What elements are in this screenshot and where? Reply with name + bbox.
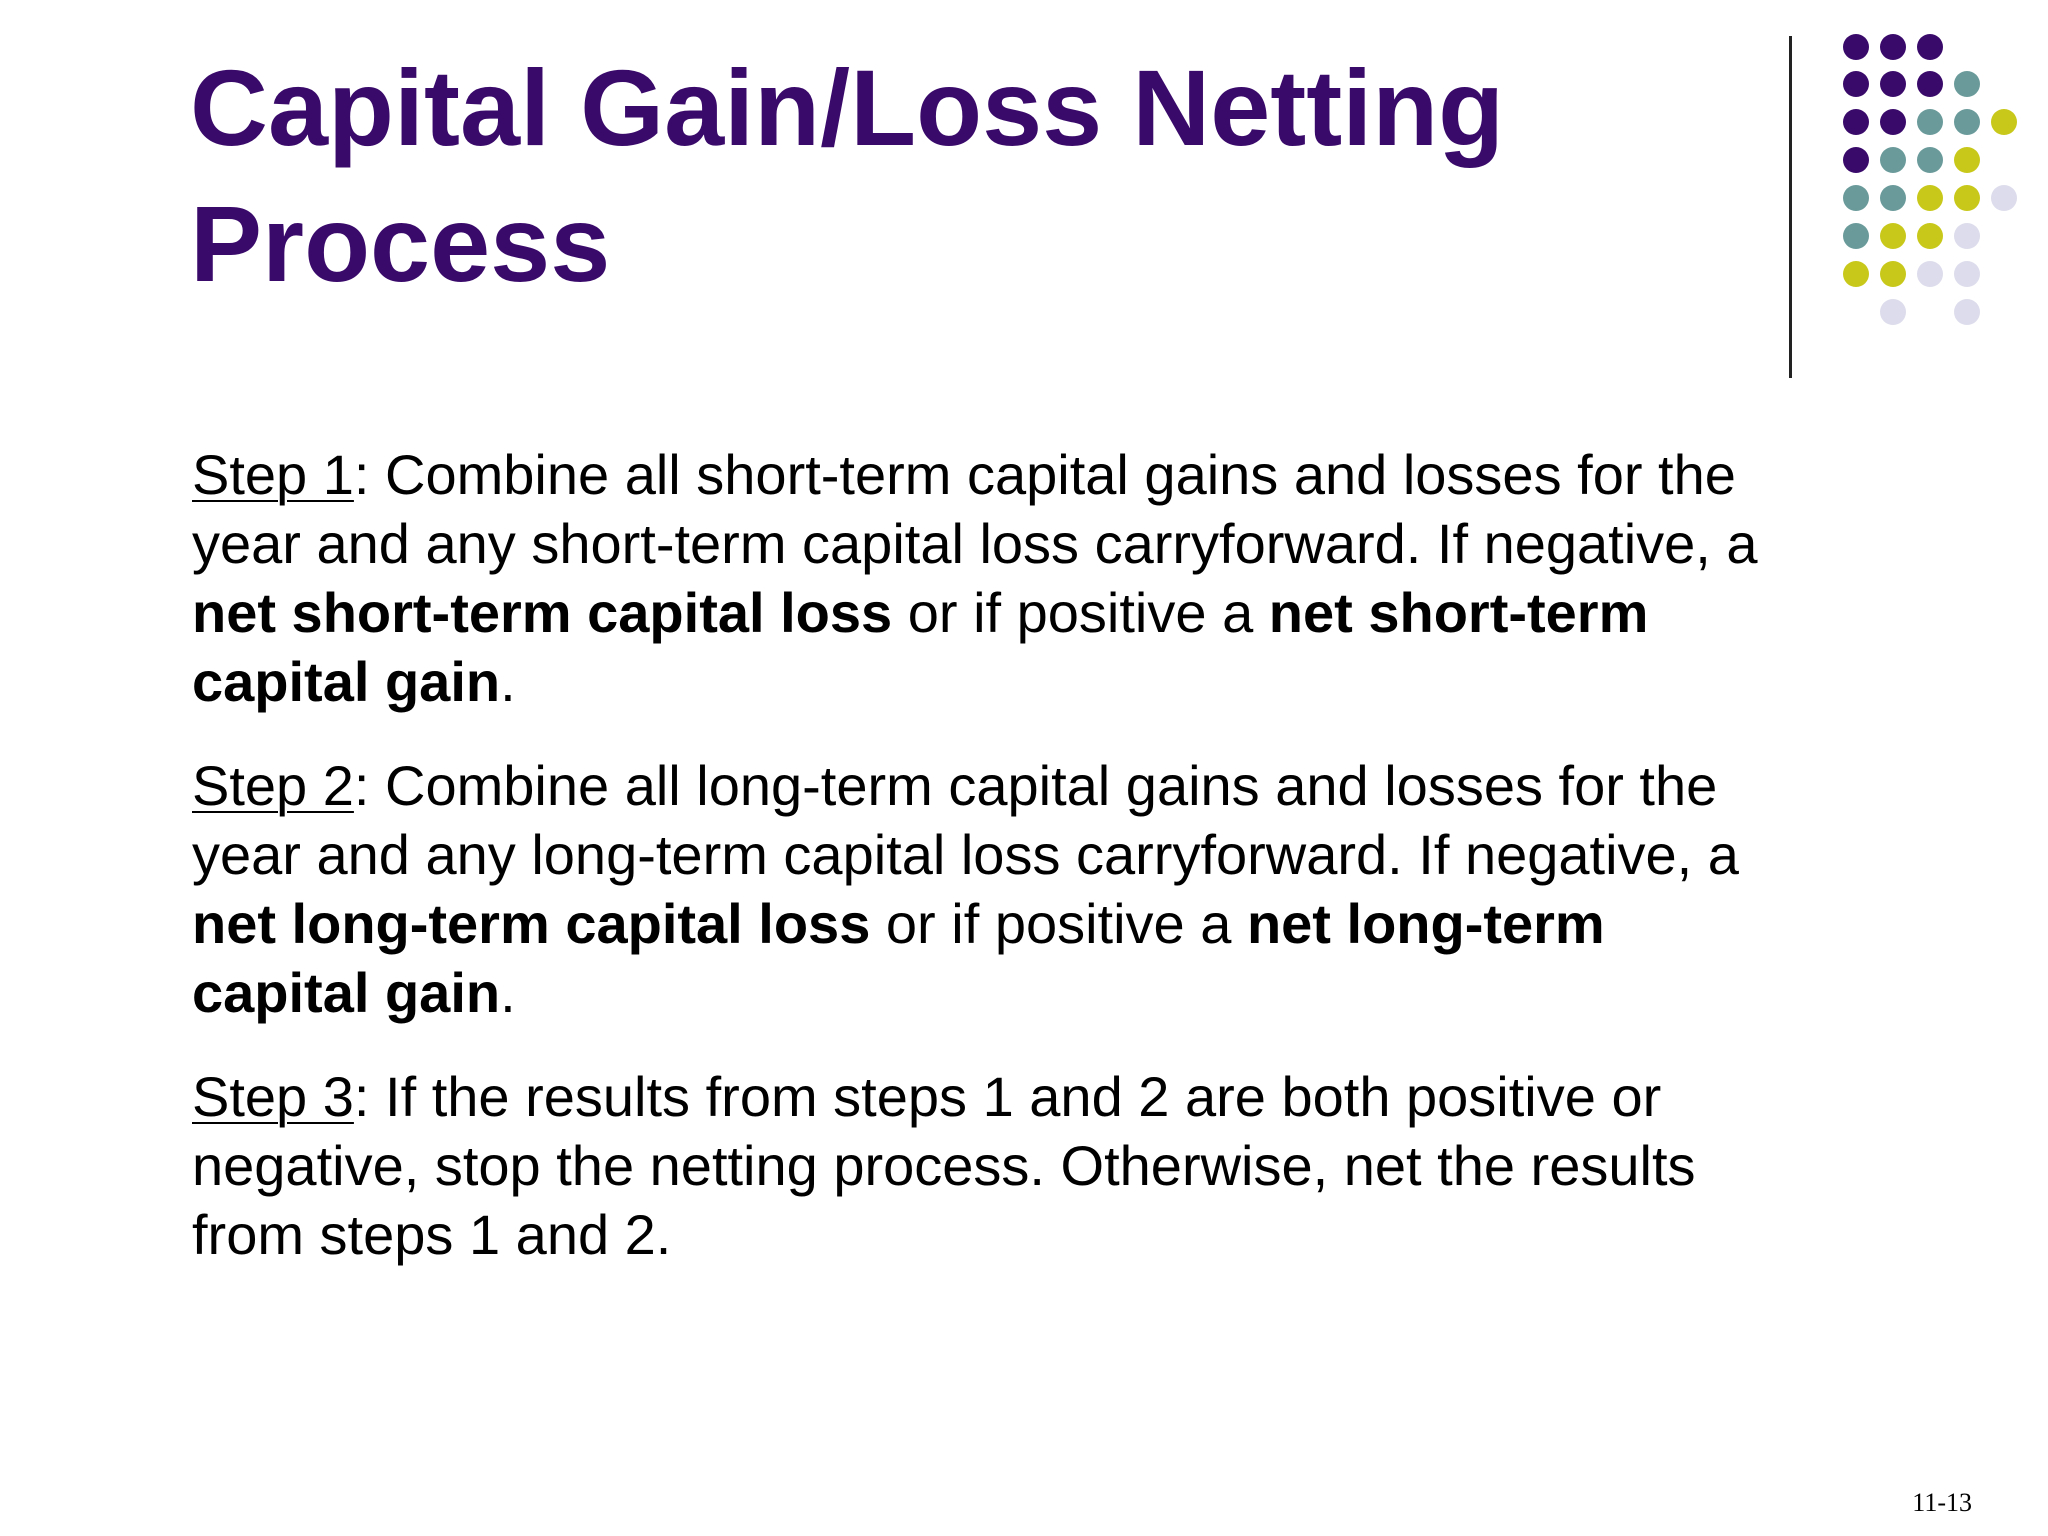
step-3-text: If the results from steps 1 and 2 are both positive or negative, stop the netting process. Otherwise, net the results from steps 1 and 2. (192, 1065, 1696, 1266)
decorative-dot (1880, 147, 1906, 173)
decorative-dot (1880, 34, 1906, 60)
title-line-1: Capital Gain/Loss Netting (190, 47, 1505, 168)
decorative-dot (1880, 185, 1906, 211)
step-1-bold-term: net short-term capital loss (192, 581, 893, 644)
step-2-bold-term: net long-term capital gain (192, 892, 1605, 1024)
decorative-dot (1917, 185, 1943, 211)
decorative-dot (1843, 223, 1869, 249)
step-1-paragraph: Step 1: Combine all short-term capital gains and losses for the year and any short-term capital loss carryforward. If negative, a net short-term capital loss or if positive a net short-term capital gain. (192, 443, 1758, 713)
decorative-dot (1843, 261, 1869, 287)
slide-title (190, 40, 1730, 312)
decorative-dot (1843, 185, 1869, 211)
decorative-dot (1880, 299, 1906, 325)
step-1-label: Step 1 (192, 443, 354, 506)
decorative-dot (1991, 185, 2017, 211)
decorative-dot (1917, 34, 1943, 60)
step-2-label: Step 2 (192, 754, 354, 817)
decorative-dot (1880, 109, 1906, 135)
title-line-2: Process (190, 183, 611, 304)
step-3-paragraph: Step 3: If the results from steps 1 and 2 are both positive or negative, stop the netting process. Otherwise, net the results from steps 1 and 2. (192, 1065, 1696, 1266)
decorative-dot (1954, 185, 1980, 211)
step-3-label: Step 3 (192, 1065, 354, 1128)
decorative-dot (1843, 147, 1869, 173)
step-1-text: Combine all short-term capital gains and losses for the year and any short-term capital loss carryforward. If negative, a (192, 443, 1758, 575)
page-number: 11-13 (1912, 1488, 1972, 1517)
decorative-dot (1843, 34, 1869, 60)
step-2-paragraph: Step 2: Combine all long-term capital gains and losses for the year and any long-term capital loss carryforward. If negative, a net long-term capital loss or if positive a net long-term capital gain. (192, 754, 1739, 1024)
decorative-dot (1954, 299, 1980, 325)
decorative-dot (1954, 261, 1980, 287)
decorative-dot (1954, 109, 1980, 135)
decorative-dot (1917, 147, 1943, 173)
decorative-dot (1917, 71, 1943, 97)
decorative-dot (1843, 71, 1869, 97)
decorative-dot (1843, 109, 1869, 135)
decorative-dot-grid (1820, 30, 2030, 340)
step-2-bold-term: net long-term capital loss (192, 892, 871, 955)
decorative-dot (1917, 109, 1943, 135)
decorative-dot (1917, 261, 1943, 287)
step-2-text: Combine all long-term capital gains and losses for the year and any long-term capital loss carryforward. If negative, a (192, 754, 1739, 886)
decorative-dot (1880, 223, 1906, 249)
slide-body (192, 440, 1792, 1304)
decorative-dot (1880, 71, 1906, 97)
decorative-dot (1991, 109, 2017, 135)
decorative-dot (1880, 261, 1906, 287)
decorative-dot (1954, 223, 1980, 249)
decorative-dot (1917, 223, 1943, 249)
decorative-dot (1954, 147, 1980, 173)
title-divider-line (1789, 36, 1792, 378)
decorative-dot (1954, 71, 1980, 97)
step-1-bold-term: net short-term capital gain (192, 581, 1649, 713)
